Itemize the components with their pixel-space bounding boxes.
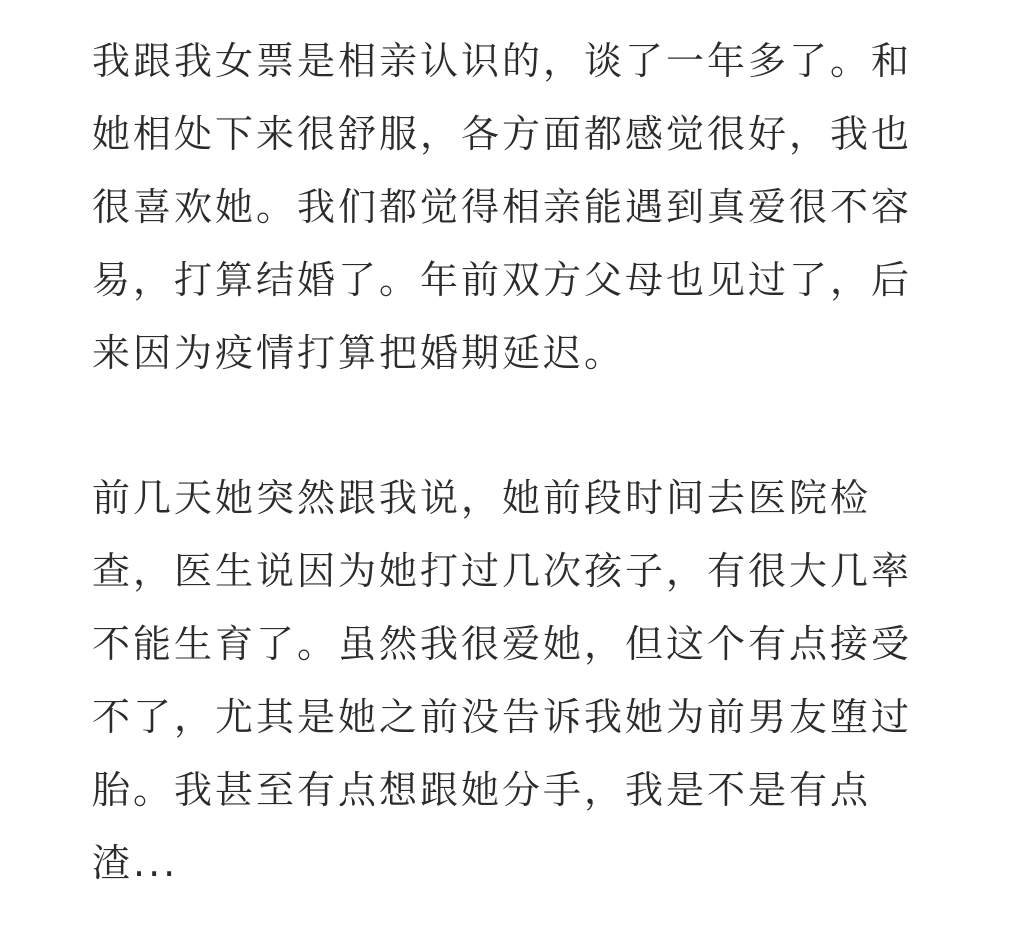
paragraph-line: 查，医生说因为她打过几次孩子，有很大几率 — [92, 549, 913, 593]
paragraph-line: 来因为疫情打算把婚期延迟。 — [92, 331, 626, 375]
paragraph-line: 前几天她突然跟我说，她前段时间去医院检 — [92, 476, 872, 520]
paragraph-line: 易，打算结婚了。年前双方父母也见过了，后 — [92, 258, 913, 302]
paragraph-line: 不能生育了。虽然我很爱她，但这个有点接受 — [92, 622, 913, 666]
paragraph-line: 胎。我甚至有点想跟她分手，我是不是有点 — [92, 768, 872, 812]
paragraph-line: 我跟我女票是相亲认识的，谈了一年多了。和 — [92, 39, 913, 83]
paragraph-line: 不了，尤其是她之前没告诉我她为前男友堕过 — [92, 695, 913, 739]
paragraph-line: 很喜欢她。我们都觉得相亲能遇到真爱很不容 — [92, 185, 913, 229]
paragraph-line: 渣... — [92, 841, 179, 885]
paragraph-line: 她相处下来很舒服，各方面都感觉很好，我也 — [92, 112, 913, 156]
